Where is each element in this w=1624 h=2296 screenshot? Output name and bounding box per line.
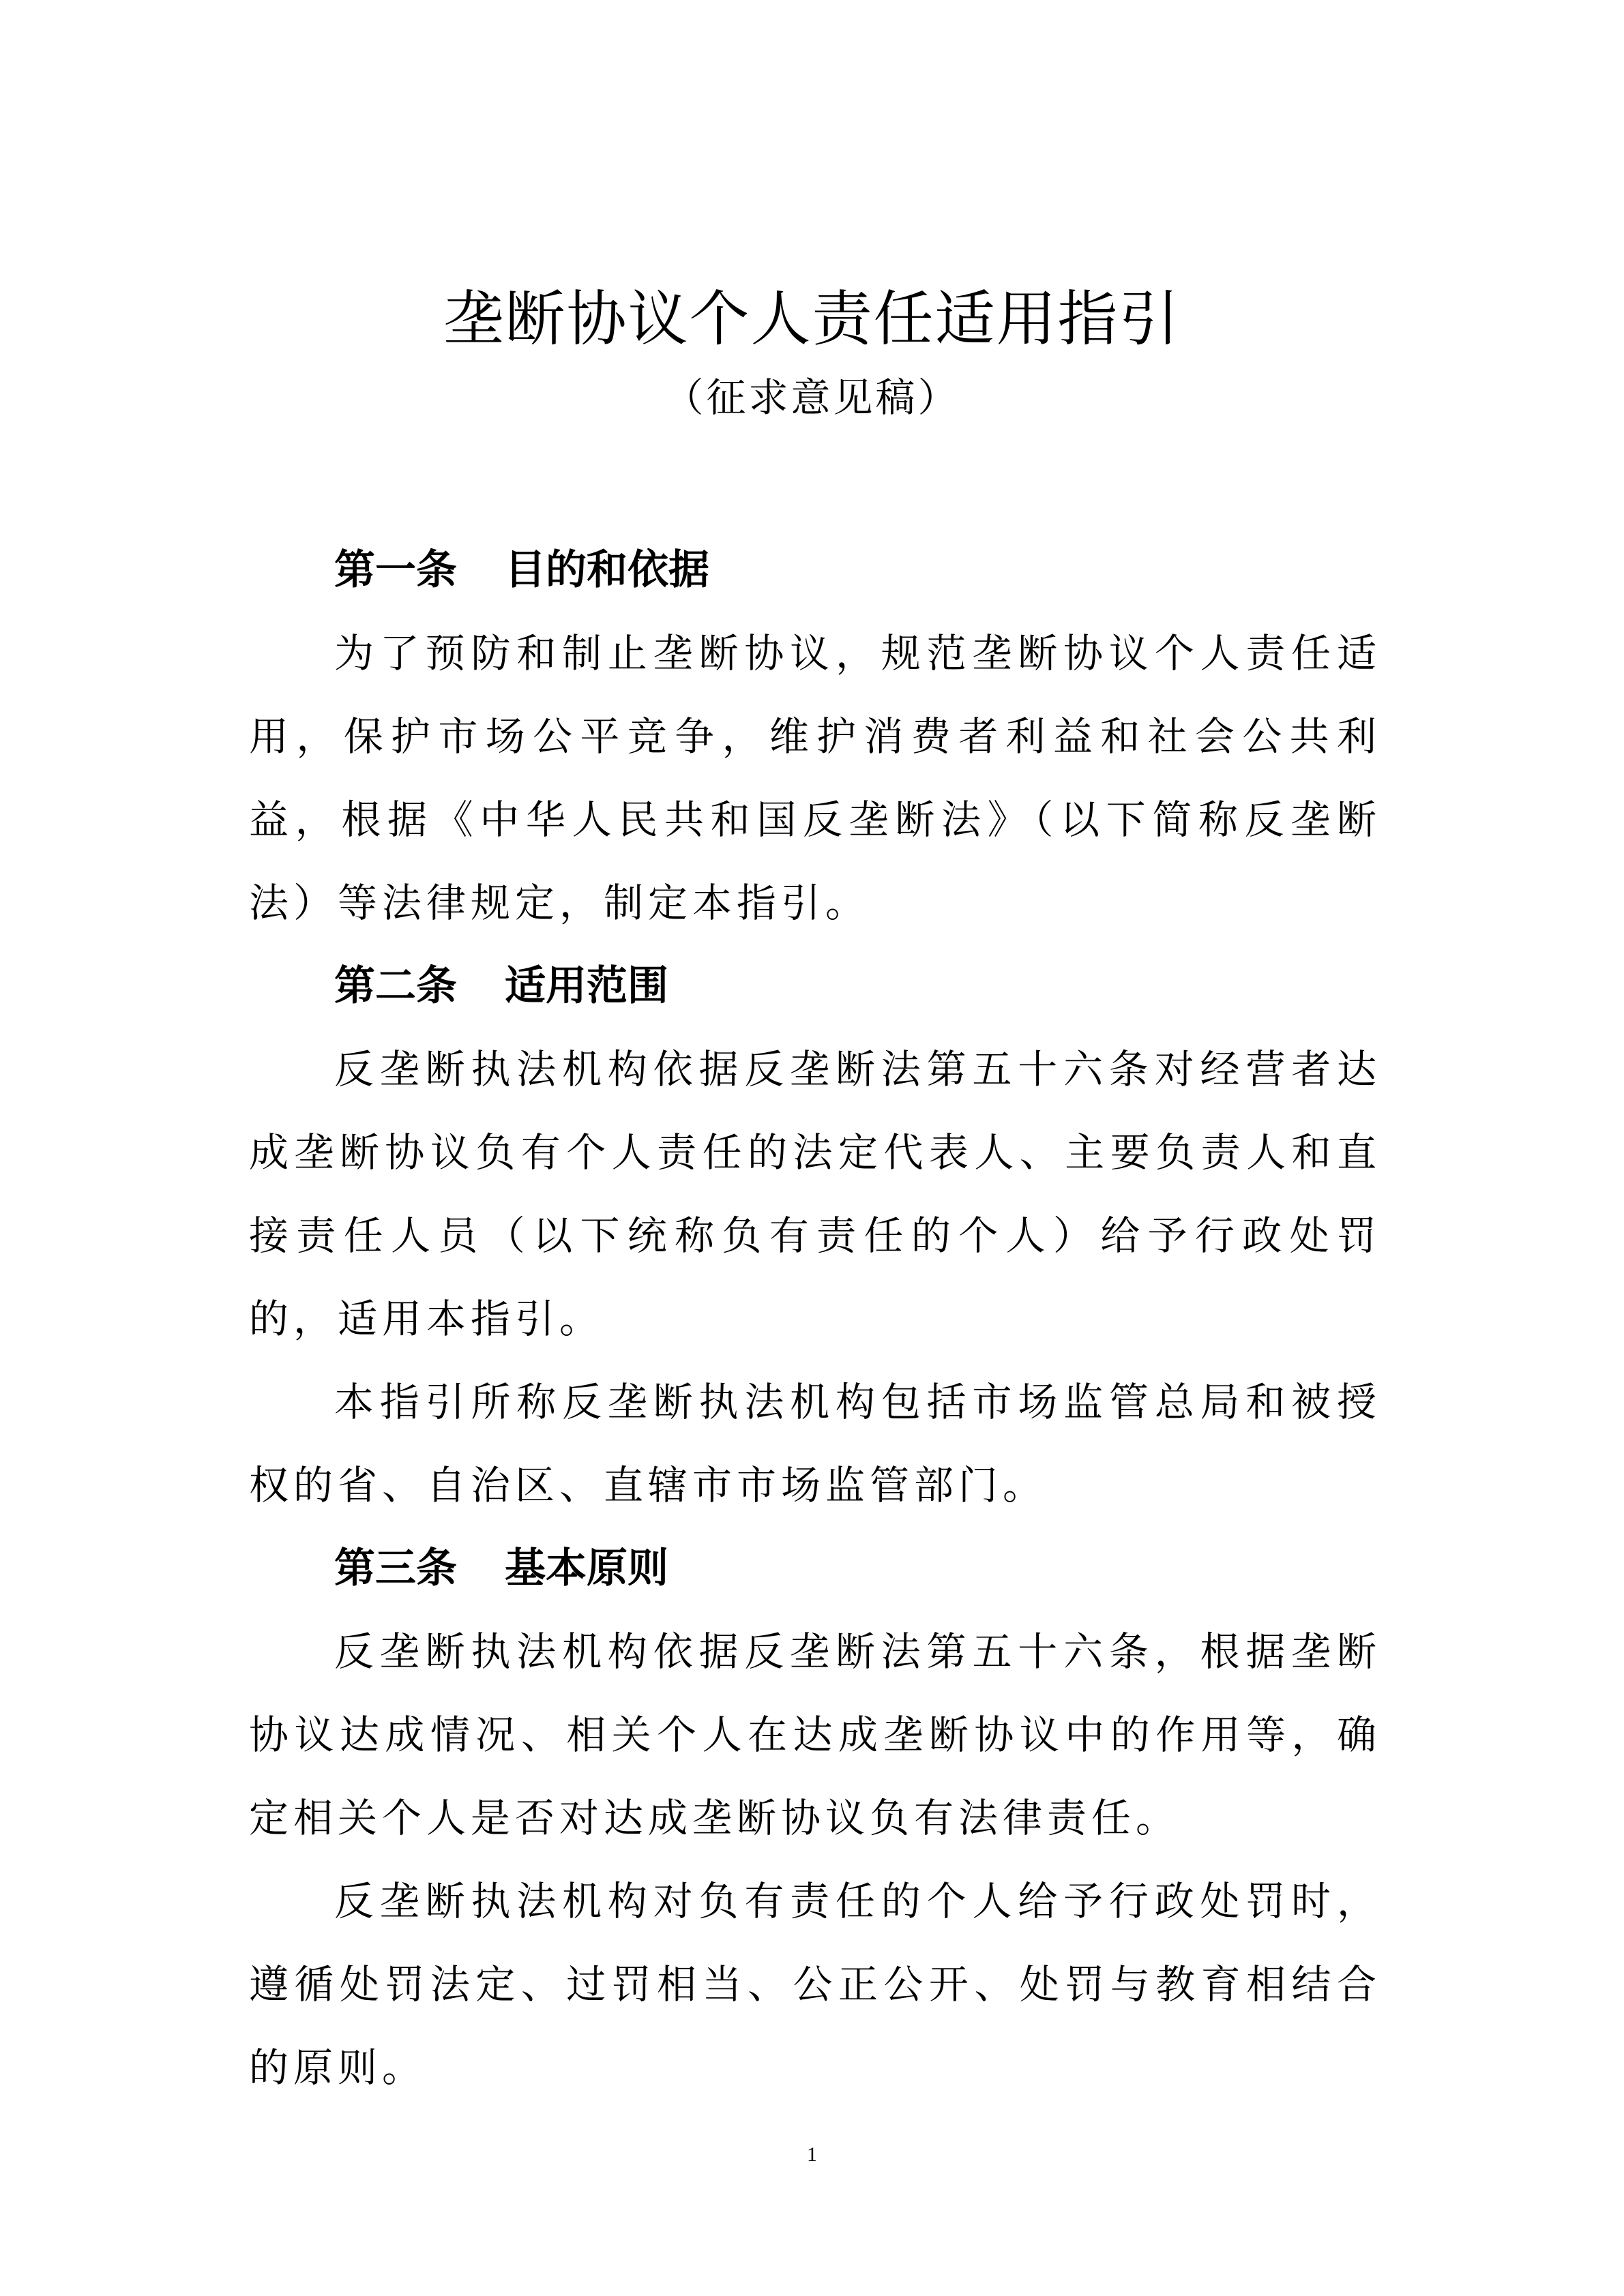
document-body (249, 528, 1381, 2109)
article-2 (249, 944, 1381, 1527)
article-paragraph: 反垄断执法机构依据反垄断法第五十六条，根据垄断协议达成情况、相关个人在达成垄断协议中的作用等，确定相关个人是否对达成垄断协议负有法律责任。 (249, 1628, 1381, 1841)
article-paragraph: 本指引所称反垄断执法机构包括市场监管总局和被授权的省、自治区、直辖市市场监管部门。 (249, 1379, 1381, 1508)
article-heading (249, 1527, 1381, 1610)
article-heading (249, 944, 1381, 1028)
article-title: 基本原则 (505, 1545, 668, 1592)
article-number: 第一条 (334, 546, 457, 594)
document-subtitle: （征求意见稿） (664, 374, 960, 421)
article-paragraph: 反垄断执法机构依据反垄断法第五十六条对经营者达成垄断协议负有个人责任的法定代表人、主要负责人和直接责任人员（以下统称负有责任的个人）给予行政处罚的，适用本指引。 (249, 1046, 1381, 1342)
article-title: 目的和依据 (505, 546, 709, 594)
document-title: 垄断协议个人责任适用指引 (443, 284, 1181, 354)
article-number: 第三条 (334, 1545, 457, 1592)
page-number: 1 (807, 2143, 817, 2166)
article-paragraph: 为了预防和制止垄断协议，规范垄断协议个人责任适用，保护市场公平竞争，维护消费者利益和社会公共利益，根据《中华人民共和国反垄断法》（以下简称反垄断法）等法律规定，制定本指引。 (249, 630, 1381, 926)
article-number: 第二条 (334, 962, 457, 1010)
article-3 (249, 1527, 1381, 2109)
article-heading (249, 528, 1381, 612)
article-paragraph: 反垄断执法机构对负有责任的个人给予行政处罚时，遵循处罚法定、过罚相当、公正公开、处罚与教育相结合的原则。 (249, 1878, 1381, 2091)
article-1 (249, 528, 1381, 944)
article-title: 适用范围 (505, 962, 668, 1010)
